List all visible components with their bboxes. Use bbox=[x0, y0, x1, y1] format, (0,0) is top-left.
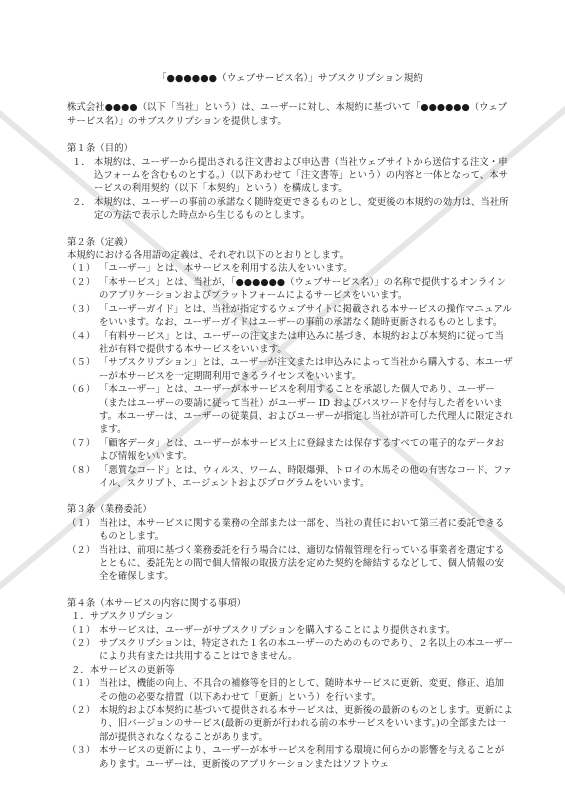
article-2-item bbox=[67, 276, 513, 303]
item-text: 「悪質なコード」とは、ウィルス、ワーム、時限爆弾、トロイの木馬その他の有害なコード、ファイル、スクリプト、エージェントおよびプログラムをいいます。 bbox=[99, 464, 513, 489]
article-4 bbox=[67, 597, 513, 771]
item-text: 「有料サービス」とは、ユーザーの注文または申込みに基づき、本規約および本契約に従って当社が有料で提供する本サービスをいいます。 bbox=[99, 330, 504, 355]
intro-paragraph: 株式会社●●●●（以下「当社」という）は、ユーザーに対し、本規約に基づいて「●●●●●●（ウェブサービス名）」のサブスクリプションを提供します。 bbox=[67, 102, 508, 127]
item-text: 本サービスは、ユーザーがサブスクリプションを購入することにより提供されます。 bbox=[99, 624, 456, 636]
item-number: （１） bbox=[67, 517, 96, 529]
item-text: 本規約は、ユーザーから提出される注文書および申込書（当社ウェブサイトから送信する注文・申込フォームを含むものとする。）（以下あわせて「注文書等」という）の内容と一体となって、本サービスの利用契約（以下「本契約」という）を構成します。 bbox=[94, 156, 509, 195]
section-heading-updates: ２．本サービスの更新等 bbox=[71, 664, 175, 676]
item-text: 当社は、前項に基づく業務委託を行う場合には、適切な情報管理を行っている事業者を選定するとともに、委託先との間で個人情報の取扱方法を定めた契約を締結するなどして、個人情報の安全を確保します。 bbox=[99, 544, 505, 583]
item-number: （５） bbox=[67, 357, 96, 369]
article-3-item bbox=[67, 517, 513, 544]
article-2 bbox=[67, 236, 513, 491]
document-title: 「●●●●●●（ウェブサービス名）」サブスクリプション規約 bbox=[156, 73, 424, 84]
article-1-item bbox=[67, 156, 513, 196]
article-2-lead: 本規約における各用語の定義は、それぞれ以下のとおりとします。 bbox=[67, 250, 350, 262]
article-4-item bbox=[67, 704, 513, 744]
article-2-item bbox=[67, 303, 513, 330]
item-text: 本サービスの更新により、ユーザーが本サービスを利用する環境に何らかの影響を与えることがあります。ユーザーは、更新後のアプリケーションまたはソフトウェ bbox=[99, 745, 505, 770]
item-number: （２） bbox=[67, 544, 96, 556]
item-text: 本規約は、ユーザーの事前の承諾なく随時変更できるものとし、変更後の本規約の効力は、当社所定の方法で表示した時点から生じるものとします。 bbox=[94, 196, 509, 222]
item-number: （１） bbox=[67, 678, 96, 690]
item-text: 「本サービス」とは、当社が、「●●●●●●（ウェブサービス名）」の名称で提供するオンラインのアプリケーションおよびプラットフォームによるサービスをいいます。 bbox=[99, 276, 506, 302]
article-2-item bbox=[67, 330, 513, 357]
article-2-heading: 第２条（定義） bbox=[67, 236, 133, 248]
item-number: （３） bbox=[67, 745, 96, 757]
item-number: （３） bbox=[67, 303, 96, 315]
item-number: （１） bbox=[67, 263, 96, 275]
article-1 bbox=[67, 142, 513, 222]
item-text: 「サブスクリプション」とは、ユーザーが注文または申込みによって当社から購入する、本ユーザーが本サービスを一定期間利用できるライセンスをいいます。 bbox=[99, 357, 513, 382]
item-number: ２． bbox=[72, 196, 91, 208]
item-text: 「ユーザーガイド」とは、当社が指定するウェブサイトに掲載される本サービスの操作マニュアルをいいます。なお、ユーザーガイドはユーザーの事前の承諾なく随時更新されるものとします。 bbox=[99, 303, 512, 329]
article-1-heading: 第１条（目的） bbox=[67, 143, 133, 155]
item-number: （７） bbox=[67, 437, 96, 449]
article-2-item bbox=[67, 464, 513, 491]
article-2-item bbox=[67, 262, 513, 275]
item-number: （６） bbox=[67, 384, 96, 396]
item-text: 本規約および本契約に基づいて提供される本サービスは、更新後の最新のものとします。更新により、旧バージョンのサービス(最新の更新が行われる前の本サービスをいいます。)の全部または一部が提供されなくなることがあります。 bbox=[99, 705, 513, 743]
item-number: （８） bbox=[67, 464, 96, 476]
article-3-heading: 第３条（業務委託） bbox=[67, 504, 152, 516]
article-2-item bbox=[67, 356, 513, 383]
item-number: （２） bbox=[67, 638, 96, 650]
item-text: 当社は、機能の向上、不具合の補修等を目的として、随時本サービスに更新、変更、修正、追加その他の必要な措置（以下あわせて「更新」という）を行います。 bbox=[99, 678, 505, 703]
item-text: 当社は、本サービスに関する業務の全部または一部を、当社の責任において第三者に委託できるものとします。 bbox=[99, 517, 505, 543]
article-1-item bbox=[67, 196, 513, 223]
article-2-item bbox=[67, 383, 513, 437]
article-4-item bbox=[67, 624, 513, 637]
item-number: （２） bbox=[67, 276, 96, 288]
item-number: １． bbox=[72, 156, 91, 168]
item-number: （４） bbox=[67, 330, 96, 342]
item-text: 「本ユーザー」とは、ユーザーが本サービスを利用することを承認した個人であり、ユーザー（またはユーザーの要請に従って当社）がユーザー ID およびパスワードを付与した者をいいます。本ユーザーは、ユーザーの従業員、およびユーザーが指定し当社が許可した代理人に限定されます。 bbox=[99, 384, 513, 436]
article-3-item bbox=[67, 544, 513, 584]
article-4-item bbox=[67, 744, 513, 771]
item-text: 「顧客データ」とは、ユーザーが本サービス上に登録または保存するすべての電子的なデータおよび情報をいいます。 bbox=[99, 437, 505, 463]
item-number: （２） bbox=[67, 705, 96, 717]
article-4-item bbox=[67, 637, 513, 664]
item-text: サブスクリプションは、特定された１名の本ユーザーのためのものであり、２名以上の本ユーザーにより共有または共用することはできません。 bbox=[99, 638, 513, 663]
section-heading-subscription: １．サブスクリプション bbox=[71, 611, 174, 623]
item-text: 「ユーザー」とは、本サービスを利用する法人をいいます。 bbox=[99, 263, 353, 275]
article-4-item bbox=[67, 677, 513, 704]
item-number: （１） bbox=[67, 624, 96, 636]
article-3 bbox=[67, 503, 513, 583]
article-4-heading: 第４条（本サービスの内容に関する事項） bbox=[67, 597, 247, 609]
article-2-item bbox=[67, 437, 513, 464]
